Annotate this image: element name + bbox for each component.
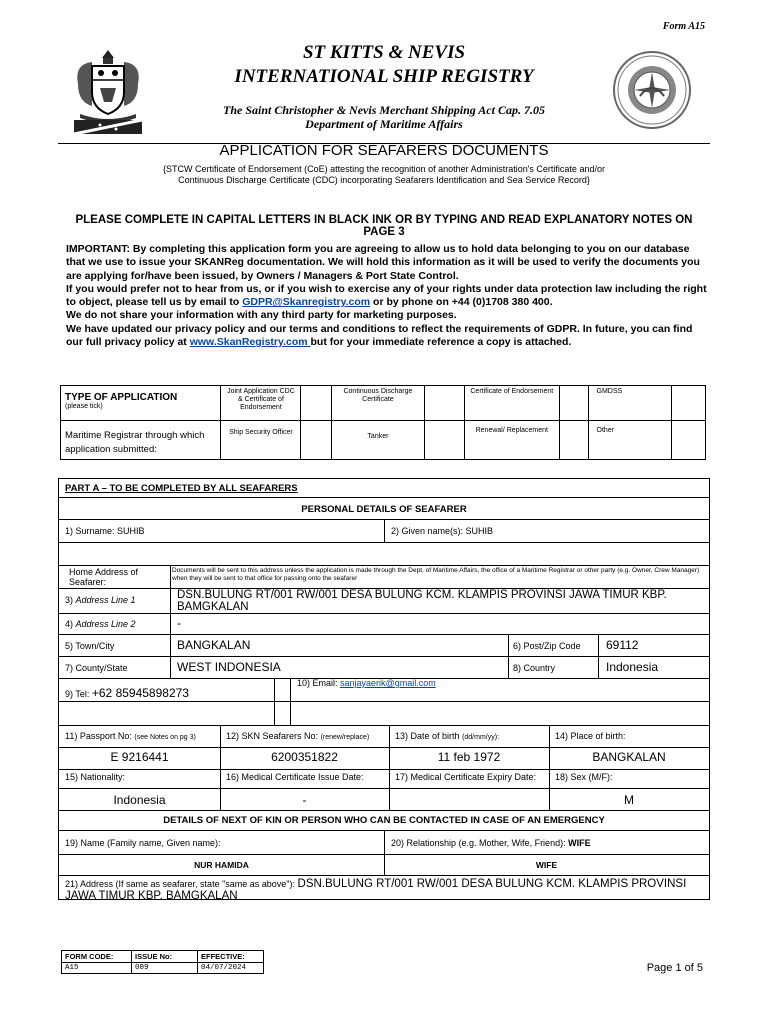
email-value: sanjayaerik@gmail.com xyxy=(340,678,436,688)
gdpr-paragraph-4 xyxy=(66,323,708,350)
coe-checkbox[interactable] xyxy=(559,386,588,421)
kin-address-field[interactable] xyxy=(65,878,705,900)
tanker-checkbox[interactable] xyxy=(424,421,464,460)
relationship-inline-value: WIFE xyxy=(568,838,591,848)
town-label: 5) Town/City xyxy=(65,641,115,651)
medical-expiry-value[interactable] xyxy=(389,793,549,807)
maritime-seal-logo xyxy=(612,50,692,130)
type-label-cell xyxy=(61,386,221,421)
passport-value[interactable]: E 9216441 xyxy=(110,750,169,764)
country-label: 8) Country xyxy=(513,663,556,673)
instructions-heading: PLEASE COMPLETE IN CAPITAL LETTERS IN BLACK INK OR BY TYPING AND READ EXPLANATORY NOTES ON PAGE 3 xyxy=(75,214,693,238)
other-checkbox[interactable] xyxy=(671,421,705,460)
passport-label-wrap xyxy=(65,731,196,741)
relationship-value[interactable]: WIFE xyxy=(535,860,558,870)
given-name-value: SUHIB xyxy=(465,526,494,536)
tel-label: 9) Tel: xyxy=(65,689,90,699)
surname-label: 1) Surname: xyxy=(65,526,115,536)
form-code-top: Form A15 xyxy=(662,21,705,32)
given-name-label: 2) Given name(s): xyxy=(391,526,464,536)
application-type-table xyxy=(60,385,706,460)
surname-value: SUHIB xyxy=(117,526,145,536)
sex-label: 18) Sex (M/F): xyxy=(555,772,613,782)
website-link[interactable]: www.SkanRegistry.com xyxy=(189,336,311,349)
page-number: Page 1 of 5 xyxy=(646,962,703,974)
gdpr-email-link[interactable]: GDPR@Skanregistry.com xyxy=(242,296,371,309)
part-a-heading: PART A – TO BE COMPLETED BY ALL SEAFARERS xyxy=(65,483,298,494)
gdpr-text-4a: We have updated our privacy policy and our terms and conditions to reflect the requirements of GDPR. In future, you can find our full privacy policy at xyxy=(66,322,693,349)
post-code-value[interactable]: 69112 xyxy=(606,638,639,652)
passport-hint: (see Notes on pg 3) xyxy=(134,734,196,741)
registrar-label: Maritime Registrar through which application submitted: xyxy=(61,421,221,460)
gmdss-label: GMDSS xyxy=(588,386,671,421)
surname-field[interactable] xyxy=(65,526,145,536)
dob-value[interactable]: 11 feb 1972 xyxy=(437,750,501,764)
renewal-label: Renewal/ Replacement xyxy=(464,421,559,460)
skn-hint: (renew/replace) xyxy=(320,734,370,741)
footer-effective-label: EFFECTIVE: xyxy=(198,951,264,963)
tel-value: +62 85945898273 xyxy=(91,686,189,700)
cdc-checkbox[interactable] xyxy=(424,386,464,421)
footer-code-value: A15 xyxy=(62,963,132,974)
nationality-value[interactable]: Indonesia xyxy=(113,793,166,807)
renewal-checkbox[interactable] xyxy=(559,421,588,460)
given-name-field[interactable] xyxy=(391,526,493,536)
footer-effective-value: 04/07/2024 xyxy=(198,963,264,974)
email-field[interactable] xyxy=(297,678,436,688)
relationship-label: 20) Relationship (e.g. Mother, Wife, Friend): xyxy=(391,838,566,848)
sso-label: Ship Security Officer xyxy=(221,421,301,460)
pob-value[interactable]: BANGKALAN xyxy=(592,750,666,764)
addr1-label: Address Line 1 xyxy=(75,595,136,605)
medical-issue-value[interactable]: - xyxy=(302,793,307,807)
personal-details-heading: PERSONAL DETAILS OF SEAFARER xyxy=(301,504,467,515)
type-hint: (please tick) xyxy=(65,403,103,410)
form-code-footer-table xyxy=(61,950,264,974)
medical-expiry-label: 17) Medical Certificate Expiry Date: xyxy=(395,772,537,782)
dob-label-wrap xyxy=(395,731,499,741)
kin-name-value[interactable]: NUR HAMIDA xyxy=(194,860,249,870)
department-subtitle: Department of Maritime Affairs xyxy=(305,117,463,131)
act-subtitle: The Saint Christopher & Nevis Merchant Shipping Act Cap. 7.05 xyxy=(223,103,545,117)
skn-label-wrap xyxy=(226,731,369,741)
footer-issue-value: 009 xyxy=(132,963,198,974)
dob-hint: (dd/mm/yy): xyxy=(462,734,500,741)
stcw-line2: Continuous Discharge Certificate (CDC) incorporating Seafarers Identification and Sea Service Record} xyxy=(178,175,590,185)
email-label: 10) Email: xyxy=(297,678,338,688)
nationality-label: 15) Nationality: xyxy=(65,772,126,782)
county-label: 7) County/State xyxy=(65,663,128,673)
gdpr-paragraph-1: IMPORTANT: By completing this application form you are agreeing to allow us to hold data belonging to you on our database that we use to issue your SKANReg documentation. We will hold this information as it will be used to verify the documents you are applying for/have been issued, by Owners / Managers & Port State Control. xyxy=(66,243,700,282)
registry-title-line2: INTERNATIONAL SHIP REGISTRY xyxy=(234,66,534,87)
addr2-value[interactable]: - xyxy=(177,616,181,630)
gdpr-text-2a: If you would prefer not to hear from us, or if you wish to exercise any of your rights under data protection law including the right to object, please tell us by email to xyxy=(66,282,707,309)
kin-address-label: 21) Address (If same as seafarer, state "same as above"): xyxy=(65,879,295,889)
gdpr-text-4b: but for your immediate reference a copy is attached. xyxy=(310,336,572,349)
footer-code-label: FORM CODE: xyxy=(62,951,132,963)
county-value[interactable]: WEST INDONESIA xyxy=(177,660,281,674)
footer-issue-label: ISSUE No: xyxy=(132,951,198,963)
gdpr-notice xyxy=(66,243,708,349)
part-a-section xyxy=(58,478,710,900)
sex-value[interactable]: M xyxy=(624,793,634,807)
registry-title-line1: ST KITTS & NEVIS xyxy=(302,42,466,63)
address-note: Documents will be sent to this address unless the application is made through the Dept. of Maritime Affairs, the office of a Maritime Registrar or other party (e.g. Owner, Crew Manager) when they will be sent to that office for passing onto the seafarer xyxy=(172,567,700,582)
town-value[interactable]: BANGKALAN xyxy=(177,638,251,652)
joint-application-label: Joint Application CDC & Certificate of Endorsement xyxy=(221,386,301,421)
joint-application-checkbox[interactable] xyxy=(301,386,332,421)
type-label: TYPE OF APPLICATION xyxy=(65,392,178,403)
addr2-label-wrap: 4) Address Line 2 xyxy=(65,619,136,629)
passport-label: 11) Passport No: xyxy=(65,731,132,741)
medical-issue-label: 16) Medical Certificate Issue Date: xyxy=(226,772,364,782)
stcw-line1: {STCW Certificate of Endorsement (CoE) attesting the recognition of another Administration's Certificate and/or xyxy=(163,164,605,174)
gmdss-checkbox[interactable] xyxy=(671,386,705,421)
tanker-label: Tanker xyxy=(332,421,425,460)
country-value[interactable]: Indonesia xyxy=(606,660,659,674)
next-of-kin-heading: DETAILS OF NEXT OF KIN OR PERSON WHO CAN BE CONTACTED IN CASE OF AN EMERGENCY xyxy=(163,815,605,826)
gdpr-paragraph-2 xyxy=(66,283,708,310)
skn-label: 12) SKN Seafarers No: xyxy=(226,731,319,741)
coe-label: Certificate of Endorsement xyxy=(464,386,559,421)
other-label: Other xyxy=(588,421,671,460)
sso-checkbox[interactable] xyxy=(301,421,332,460)
gdpr-text-2b: or by phone on +44 (0)1708 380 400. xyxy=(370,296,553,309)
cdc-label: Continuous Discharge Certificate xyxy=(332,386,425,421)
gdpr-paragraph-3: We do not share your information with any third party for marketing purposes. xyxy=(66,309,457,322)
addr2-label: Address Line 2 xyxy=(75,619,136,629)
pob-label: 14) Place of birth: xyxy=(555,731,626,741)
post-code-label: 6) Post/Zip Code xyxy=(513,641,581,651)
stcw-description xyxy=(0,164,768,186)
application-title: APPLICATION FOR SEAFARERS DOCUMENTS xyxy=(219,142,549,159)
relationship-field xyxy=(391,838,591,848)
tel-field[interactable] xyxy=(65,686,189,700)
kin-name-label: 19) Name (Family name, Given name): xyxy=(65,838,221,848)
skn-value[interactable]: 6200351822 xyxy=(271,750,338,764)
home-address-label: Home Address of Seafarer: xyxy=(69,567,139,587)
dob-label: 13) Date of birth xyxy=(395,731,460,741)
addr1-value[interactable]: DSN.BULUNG RT/001 RW/001 DESA BULUNG KCM. KLAMPIS PROVINSI JAWA TIMUR KBP. BAMGKALAN xyxy=(177,589,667,613)
kin-address-value: DSN.BULUNG RT/001 RW/001 DESA BULUNG KCM. KLAMPIS PROVINSI JAWA TIMUR KBP. BAMGKALAN xyxy=(65,878,687,900)
addr1-label-wrap: 3) Address Line 1 xyxy=(65,595,136,605)
